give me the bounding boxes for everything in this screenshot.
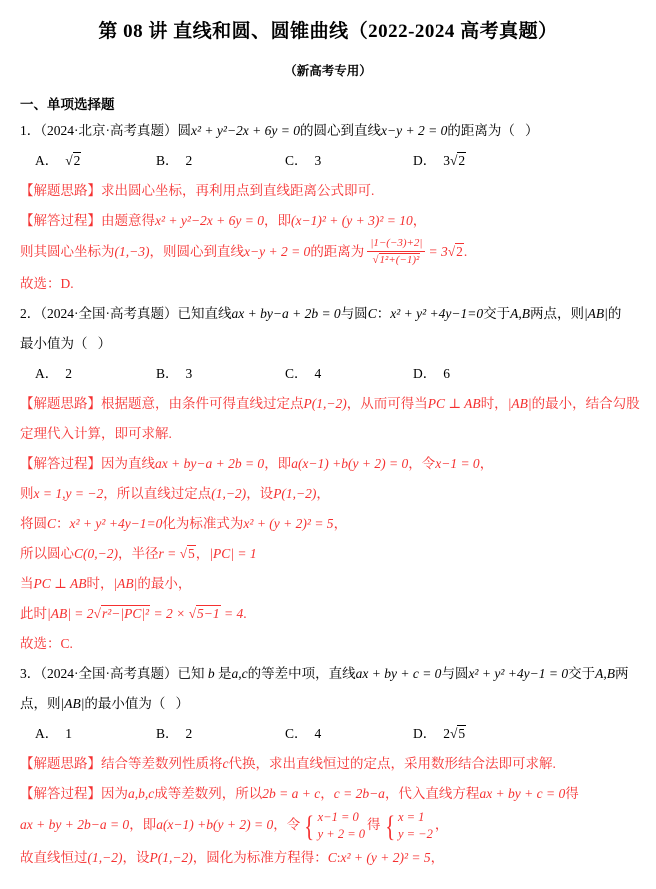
math-italic: x−y + 2 = 0 bbox=[243, 243, 311, 259]
math-italic: a(x−1) +b(y + 2) = 0 bbox=[156, 817, 274, 833]
math-italic: = 2 × bbox=[153, 606, 186, 622]
option-label: A． bbox=[35, 153, 59, 168]
math-italic: |AB| bbox=[60, 696, 85, 712]
question-3-solution bbox=[20, 779, 636, 873]
text-line: 则x = 1,y = −2，所以直线过定点(1,−2)，设P(1,−2)， bbox=[20, 486, 330, 502]
sqrt-radical: √ bbox=[188, 606, 196, 622]
text-line: 1．（2024·北京·高考真题）圆x² + y²−2x + 6y = 0的圆心到直线x−y + 2 = 0的距离为（ ） bbox=[20, 123, 539, 138]
option-a bbox=[35, 359, 156, 389]
option-label: C． bbox=[285, 366, 308, 382]
equation-system bbox=[383, 809, 433, 843]
math-italic: ax + by−a + 2b = 0 bbox=[231, 306, 341, 322]
option-b bbox=[156, 719, 285, 749]
text-line: 【解答过程】由题意得x² + y²−2x + 6y = 0，即(x−1)² + (y + 3)² = 10， bbox=[20, 213, 427, 228]
math-italic: c = 2b−a bbox=[333, 786, 385, 802]
question-2-options-row bbox=[20, 359, 636, 389]
sqrt-expression bbox=[450, 146, 466, 176]
math-italic: (1,−2) bbox=[211, 486, 247, 502]
question-3-options-row bbox=[20, 719, 636, 749]
math-italic: PC ⊥ AB bbox=[33, 576, 87, 592]
question-2-solution bbox=[20, 449, 636, 659]
math-italic: ax + by + 2b−a = 0 bbox=[20, 817, 130, 833]
question-1-stem bbox=[20, 116, 636, 146]
math-italic: C(0,−2) bbox=[74, 546, 118, 562]
math-italic: r = bbox=[158, 546, 177, 562]
math-italic: x−1 = 0 bbox=[435, 456, 480, 472]
math-italic: ax + by + c = 0 bbox=[355, 666, 442, 682]
question-1 bbox=[20, 116, 636, 299]
math-italic: ax + by−a + 2b = 0 bbox=[155, 456, 265, 472]
math-italic: |AB| bbox=[507, 396, 532, 412]
math-italic: ax + by + c = 0 bbox=[479, 786, 566, 802]
equation-system-rows bbox=[318, 809, 365, 843]
text-line: 所以圆心C(0,−2)，半径r = √5，|PC| = 1 bbox=[20, 539, 636, 569]
page-title: 第 08 讲 直线和圆、圆锥曲线（2022-2024 高考真题） bbox=[98, 21, 558, 42]
left-brace: { bbox=[384, 809, 395, 843]
math-italic: |PC| = 1 bbox=[209, 546, 257, 562]
math-italic: 2b = a + c bbox=[262, 786, 321, 802]
sqrt-radicand bbox=[101, 605, 150, 622]
equation-system-rows bbox=[398, 809, 433, 843]
question-1-solution bbox=[20, 206, 636, 299]
option-value: 2 bbox=[65, 366, 72, 382]
option-value: 3√2 bbox=[443, 153, 466, 168]
fraction-denominator bbox=[367, 252, 425, 269]
text-line: 2．（2024·全国·高考真题）已知直线ax + by−a + 2b = 0与圆C：x² + y² +4y−1=0交于A,B两点，则|AB|的 bbox=[20, 306, 622, 322]
math-italic: x² + y²−2x + 6y = 0 bbox=[191, 123, 301, 138]
math-italic: a,c bbox=[231, 666, 248, 682]
math-italic: x = 1 bbox=[397, 810, 425, 825]
math-italic: P(1,−2) bbox=[303, 396, 347, 412]
math-italic: C bbox=[327, 850, 337, 866]
option-label: C． bbox=[285, 153, 308, 168]
math-italic: r²−|PC|² bbox=[101, 606, 150, 622]
sqrt-radicand: 2 bbox=[458, 153, 466, 168]
math-italic: P(1,−2) bbox=[149, 850, 193, 866]
math-italic: |1−(−3)+2| bbox=[370, 237, 423, 249]
math-italic: x = 1,y = −2 bbox=[33, 486, 104, 502]
math-italic: b bbox=[207, 666, 215, 682]
question-3-analysis bbox=[20, 749, 636, 779]
text-line: 定理代入计算，即可求解. bbox=[20, 426, 172, 442]
equation-system bbox=[302, 809, 365, 843]
text-line: 则其圆心坐标为(1,−3)，则圆心到直线x−y + 2 = 0的距离为 $\frac{|1-(-3)+2|}{\text{√1²+(−1)²}}$ = 3√2. bbox=[20, 236, 636, 269]
section-heading: 一、单项选择题 bbox=[20, 97, 115, 112]
math-italic: C bbox=[47, 516, 57, 532]
math-italic: 1²+(−1)² bbox=[379, 254, 420, 267]
option-b bbox=[156, 146, 285, 176]
math-italic: x−1 = 0 bbox=[317, 810, 359, 825]
fraction bbox=[367, 236, 425, 269]
option-value: 1 bbox=[65, 726, 72, 742]
math-italic: a(x−1) +b(y + 2) = 0 bbox=[291, 456, 409, 472]
text-line: 【解答过程】因为a,b,c成等差数列，所以2b = a + c，c = 2b−a，代入直线方程ax + by + c = 0得 bbox=[20, 786, 579, 802]
option-value: 4 bbox=[314, 366, 322, 382]
option-label: D． bbox=[413, 153, 437, 168]
math-italic: y = −2 bbox=[397, 827, 433, 842]
sqrt-radical: √ bbox=[372, 254, 379, 267]
option-c bbox=[285, 359, 413, 389]
option-label: B． bbox=[156, 366, 179, 382]
text-line: 故选：C. bbox=[20, 636, 73, 652]
option-a bbox=[35, 146, 156, 176]
math-italic: c bbox=[222, 756, 229, 772]
option-value: 3 bbox=[314, 153, 322, 168]
sqrt-radical: √ bbox=[179, 546, 188, 562]
text-line: 【解答过程】因为直线ax + by−a + 2b = 0，即a(x−1) +b(y + 2) = 0，令x−1 = 0， bbox=[20, 456, 494, 472]
option-value: 2√5 bbox=[443, 726, 466, 741]
math-italic: |AB| bbox=[583, 306, 608, 322]
text-line: 故选：D. bbox=[20, 276, 74, 292]
equation-row bbox=[318, 826, 365, 843]
sqrt-expression bbox=[448, 237, 464, 267]
math-italic: 5−1 bbox=[197, 606, 220, 622]
math-italic: x² + (y + 2)² = 5 bbox=[243, 516, 334, 532]
text-line: 3．（2024·全国·高考真题）已知 b 是a,c的等差中项，直线ax + by + c = 0与圆x² + y² +4y−1 = 0交于A,B两 bbox=[20, 666, 629, 682]
sqrt-expression bbox=[65, 146, 81, 176]
math-italic: x−y + 2 = 0 bbox=[381, 123, 448, 138]
math-italic: x² + (y + 2)² = 5 bbox=[340, 850, 431, 866]
option-d bbox=[413, 359, 450, 389]
text-line: 【解题思路】求出圆心坐标，再利用点到直线距离公式即可. bbox=[20, 183, 375, 198]
option-label: A． bbox=[35, 726, 59, 742]
question-3 bbox=[20, 659, 636, 873]
option-value: 3 bbox=[185, 366, 193, 382]
math-italic: = 4 bbox=[224, 606, 244, 622]
text-line: 此时|AB| = 2√r²−|PC|² = 2 × √5−1 = 4. bbox=[20, 599, 636, 629]
option-value: 4 bbox=[314, 726, 322, 742]
option-value bbox=[65, 153, 81, 168]
sqrt-radical: √ bbox=[450, 153, 458, 168]
math-italic: y + 2 = 0 bbox=[317, 827, 366, 842]
math-italic: x² + y² +4y−1=0 bbox=[390, 306, 484, 322]
sqrt-radicand: 2 bbox=[73, 153, 81, 168]
sqrt-radicand bbox=[196, 605, 221, 622]
text-line: 最小值为（ ） bbox=[20, 336, 112, 352]
math-italic: |AB| bbox=[113, 576, 138, 592]
question-2-stem bbox=[20, 299, 636, 359]
sqrt-radical: √ bbox=[93, 606, 101, 622]
option-value: 2 bbox=[185, 153, 193, 168]
option-c bbox=[285, 146, 413, 176]
text-line: 将圆C：x² + y² +4y−1=0化为标准式为x² + (y + 2)² = 5， bbox=[20, 516, 348, 532]
math-italic: x² + y² +4y−1=0 bbox=[69, 516, 163, 532]
sqrt-expression bbox=[450, 719, 466, 749]
sqrt-radical: √ bbox=[447, 243, 456, 259]
sqrt-radical: √ bbox=[65, 153, 73, 168]
sqrt-expression bbox=[94, 599, 151, 629]
sqrt-radicand: 5 bbox=[458, 726, 466, 742]
option-value: 2 bbox=[185, 726, 193, 742]
sqrt-radicand: 5 bbox=[188, 546, 195, 562]
math-italic: x² + y²−2x + 6y = 0 bbox=[155, 213, 265, 228]
option-value: 6 bbox=[443, 366, 450, 382]
sqrt-radicand: 2 bbox=[456, 243, 463, 259]
option-label: D． bbox=[413, 366, 437, 382]
text-line: 故直线恒过(1,−2)，设P(1,−2)，圆化为标准方程得：C:x² + (y + 2)² = 5， bbox=[20, 850, 445, 866]
option-label: A． bbox=[35, 366, 59, 382]
text-line: 当PC ⊥ AB时，|AB|的最小， bbox=[20, 576, 192, 592]
option-label: C． bbox=[285, 726, 308, 742]
math-italic: P(1,−2) bbox=[273, 486, 317, 502]
option-d bbox=[413, 719, 466, 749]
option-label: B． bbox=[156, 153, 179, 168]
left-brace: { bbox=[304, 809, 315, 843]
math-italic: (1,−3) bbox=[114, 243, 150, 259]
equation-row bbox=[398, 809, 433, 826]
fraction-numerator bbox=[367, 236, 425, 252]
question-3-stem bbox=[20, 659, 636, 719]
math-italic: C bbox=[367, 306, 377, 322]
sqrt-expression bbox=[180, 539, 196, 569]
text-line: 【解题思路】结合等差数列性质将c代换，求出直线恒过的定点，采用数形结合法即可求解. bbox=[20, 756, 556, 772]
math-italic: = 3 bbox=[428, 243, 448, 259]
sqrt-radicand bbox=[379, 253, 421, 267]
math-italic: |AB| = 2 bbox=[47, 606, 94, 622]
question-1-analysis bbox=[20, 176, 636, 206]
math-italic: a,b,c bbox=[128, 786, 155, 802]
option-d bbox=[413, 146, 466, 176]
math-italic: A,B bbox=[510, 306, 530, 322]
question-2 bbox=[20, 299, 640, 659]
question-1-options-row bbox=[20, 146, 636, 176]
sqrt-expression bbox=[372, 252, 420, 269]
sqrt-expression bbox=[189, 599, 221, 629]
math-italic: A,B bbox=[595, 666, 615, 682]
question-2-analysis bbox=[20, 389, 640, 449]
option-a bbox=[35, 719, 156, 749]
sqrt-radical: √ bbox=[450, 726, 458, 742]
option-b bbox=[156, 359, 285, 389]
text-line: 【解题思路】根据题意，由条件可得直线过定点P(1,−2)，从而可得当PC ⊥ AB时，|AB|的最小，结合勾股 bbox=[20, 396, 640, 412]
option-label: B． bbox=[156, 726, 179, 742]
math-italic: PC ⊥ AB bbox=[427, 396, 481, 412]
equation-row bbox=[398, 826, 433, 843]
option-label: D． bbox=[413, 726, 437, 742]
page-subtitle: （新高考专用） bbox=[284, 64, 372, 78]
equation-row bbox=[318, 809, 365, 826]
math-italic: (x−1)² + (y + 3)² = 10 bbox=[291, 213, 413, 228]
math-italic: (1,−2) bbox=[87, 850, 123, 866]
text-line: 点，则|AB|的最小值为（ ） bbox=[20, 696, 190, 712]
text-line: ax + by + 2b−a = 0，即a(x−1) +b(y + 2) = 0，令 { x−1 = 0 y + 2 = 0 得 { x = 1 y = −2 ， bbox=[20, 809, 449, 843]
math-italic: x² + y² +4y−1 = 0 bbox=[468, 666, 569, 682]
option-c bbox=[285, 719, 413, 749]
